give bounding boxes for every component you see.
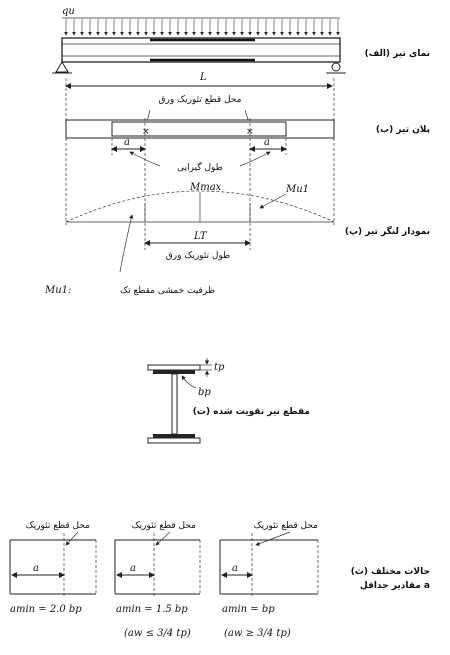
mmax-label: Mmax xyxy=(190,182,222,193)
cases-title-line-1: (ث) حالات مختلف xyxy=(350,567,430,577)
development-length-label: طول گیرایی xyxy=(177,163,223,173)
beam-elevation xyxy=(62,38,340,62)
span-label: L xyxy=(200,72,207,83)
distributed-load xyxy=(62,18,340,35)
case-1 xyxy=(10,532,96,598)
a-right-label: a xyxy=(264,137,270,148)
case-2-condition-label: (aw ≤ 3/4 tp) xyxy=(124,628,191,639)
case-3-cutoff-label: محل قطع تئوریک xyxy=(253,521,318,531)
single-capacity-label: ظرفیت خمشی مقطع تک xyxy=(120,286,215,296)
tp-label: tp xyxy=(214,362,225,373)
mu1-left-label: Mu1: xyxy=(45,285,72,296)
case-1-a-label: a xyxy=(33,563,39,574)
moment-diagram xyxy=(66,191,334,222)
svg-text:×: × xyxy=(142,127,150,137)
a-left-label: a xyxy=(124,137,130,148)
case-2-amin-label: amin = 1.5 bp xyxy=(116,604,188,615)
mu1-right-label: Mu1 xyxy=(286,184,310,195)
case-2-cutoff-label: محل قطع تئوریک xyxy=(131,521,196,531)
lt-label: LT xyxy=(194,231,207,242)
case-3-a-label: a xyxy=(232,563,238,574)
case-1-cutoff-label: محل قطع تئوریک xyxy=(25,521,90,531)
case-3-condition-label: (aw ≥ 3/4 tp) xyxy=(224,628,291,639)
plate-length-label: طول تئوریک ورق xyxy=(165,251,231,261)
case-2-a-label: a xyxy=(130,563,136,574)
strengthened-section-label: (ت) مقطع تیر تقویت شده xyxy=(192,407,310,417)
cases-title-line-2: مقادیر حداقل a xyxy=(359,581,430,591)
left-support xyxy=(52,62,72,73)
cutoff-location-label: محل قطع تئوریک ورق xyxy=(158,95,242,105)
load-label: qu xyxy=(62,6,75,17)
moment-diagram-label: (پ) نمودار لنگر تیر xyxy=(344,227,430,237)
beam-view-label: (الف) نمای تیر xyxy=(364,49,430,59)
bp-label: bp xyxy=(198,387,211,398)
case-3-amin-label: amin = bp xyxy=(222,604,275,615)
strengthened-section xyxy=(148,358,212,443)
case-2 xyxy=(115,532,200,598)
case-1-amin-label: amin = 2.0 bp xyxy=(10,604,82,615)
beam-plan-label: (ب) پلان تیر xyxy=(375,125,430,135)
right-support xyxy=(326,63,346,73)
svg-text:×: × xyxy=(246,127,254,137)
